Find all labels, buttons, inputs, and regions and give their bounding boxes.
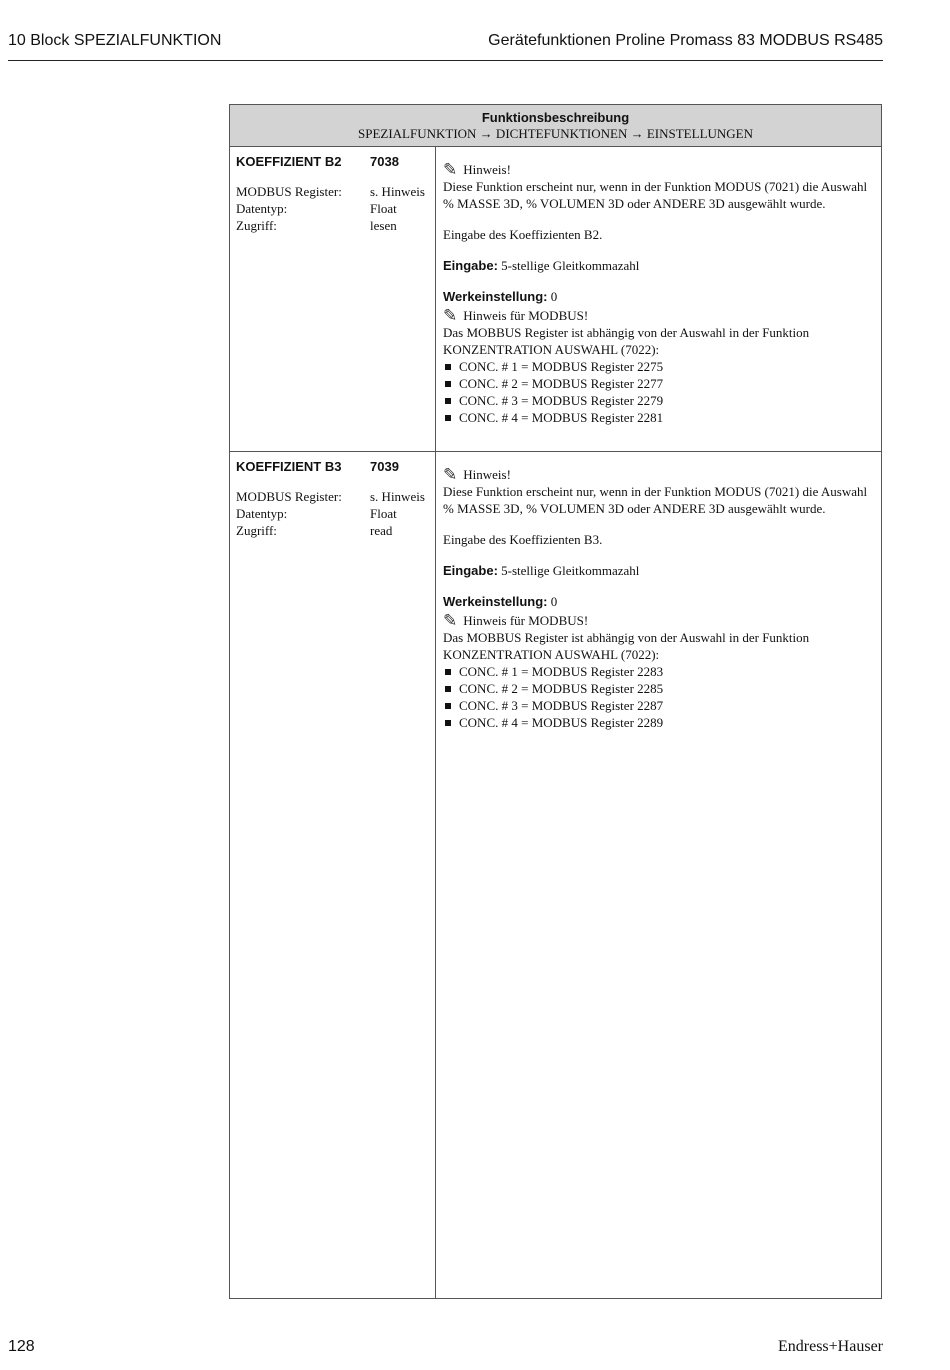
prop-key: MODBUS Register: — [236, 489, 342, 504]
function-heading — [236, 458, 429, 475]
pencil-note-icon: ✎ — [443, 465, 458, 484]
square-bullet-icon — [445, 415, 451, 421]
default-line — [443, 593, 877, 610]
register-text: CONC. # 3 = MODBUS Register 2287 — [459, 698, 664, 713]
note-label: Hinweis! — [463, 467, 511, 482]
prop-value: s. Hinweis — [370, 184, 425, 199]
note-heading — [443, 161, 877, 178]
prop-key: MODBUS Register: — [236, 184, 342, 199]
register-list — [443, 358, 877, 426]
prop-access — [236, 522, 429, 539]
prop-access — [236, 217, 429, 234]
note-text: Diese Funktion erscheint nur, wenn in der Funktion MODUS (7021) die Auswahl % MASSE 3D, % VOLUMEN 3D oder ANDERE 3D ausgewählt wurde. — [443, 484, 868, 516]
page-header — [8, 30, 883, 61]
input-label: Eingabe: — [443, 563, 498, 578]
register-text: CONC. # 4 = MODBUS Register 2281 — [459, 410, 664, 425]
input-value: 5-stellige Gleitkommazahl — [501, 563, 640, 578]
pencil-note-icon: ✎ — [443, 611, 458, 630]
document-title: Gerätefunktionen Proline Promass 83 MODBUS RS485 — [488, 32, 883, 49]
prop-value: s. Hinweis — [370, 489, 425, 504]
default-value: 0 — [550, 289, 558, 304]
square-bullet-icon — [445, 669, 451, 675]
prop-key: Datentyp: — [236, 506, 288, 521]
register-text: CONC. # 2 = MODBUS Register 2285 — [459, 681, 664, 696]
default-label: Werkeinstellung: — [443, 594, 548, 609]
prop-modbus-register — [236, 183, 429, 200]
square-bullet-icon — [445, 364, 451, 370]
register-text: CONC. # 1 = MODBUS Register 2275 — [459, 359, 664, 374]
prop-modbus-register — [236, 488, 429, 505]
register-text: CONC. # 1 = MODBUS Register 2283 — [459, 664, 664, 679]
modbus-note-text: Das MOBBUS Register ist abhängig von der Auswahl in der Funktion KONZENTRATION AUSWAHL (7022): — [443, 630, 810, 662]
chapter-title: 10 Block SPEZIALFUNKTION — [8, 32, 222, 49]
input-line — [443, 562, 877, 579]
register-text: CONC. # 4 = MODBUS Register 2289 — [459, 715, 664, 730]
brand-logo: Endress+Hauser — [778, 1338, 883, 1355]
modbus-note-heading — [443, 612, 877, 629]
input-label: Eingabe: — [443, 258, 498, 273]
modbus-note-label: Hinweis für MODBUS! — [463, 308, 589, 323]
function-description — [436, 452, 881, 1299]
prop-datatype — [236, 200, 429, 217]
prop-datatype — [236, 505, 429, 522]
list-item — [443, 680, 877, 697]
menu-path: SPEZIALFUNKTION → DICHTEFUNKTIONEN → EINSTELLUNGEN — [357, 126, 753, 141]
default-label: Werkeinstellung: — [443, 289, 548, 304]
function-description — [436, 147, 881, 451]
function-row-b2 — [230, 147, 881, 452]
modbus-note-text: Das MOBBUS Register ist abhängig von der Auswahl in der Funktion KONZENTRATION AUSWAHL (7022): — [443, 325, 810, 357]
prop-key: Zugriff: — [236, 218, 277, 233]
page-number: 128 — [8, 1338, 35, 1355]
list-item — [443, 409, 877, 426]
function-name: KOEFFIZIENT B3 — [236, 459, 342, 474]
note-label: Hinweis! — [463, 162, 511, 177]
square-bullet-icon — [445, 398, 451, 404]
list-item — [443, 714, 877, 731]
table-title: Funktionsbeschreibung — [481, 110, 630, 125]
list-item — [443, 697, 877, 714]
function-meta — [230, 452, 436, 1299]
prop-key: Zugriff: — [236, 523, 277, 538]
square-bullet-icon — [445, 703, 451, 709]
function-row-b3 — [230, 452, 881, 1299]
prop-value: lesen — [370, 218, 397, 233]
list-item — [443, 375, 877, 392]
input-line — [443, 257, 877, 274]
description-text: Eingabe des Koeffizienten B3. — [443, 532, 603, 547]
function-meta — [230, 147, 436, 451]
modbus-note-label: Hinweis für MODBUS! — [463, 613, 589, 628]
function-code: 7039 — [370, 459, 399, 474]
list-item — [443, 358, 877, 375]
prop-value: read — [370, 523, 393, 538]
input-value: 5-stellige Gleitkommazahl — [501, 258, 640, 273]
default-line — [443, 288, 877, 305]
note-text: Diese Funktion erscheint nur, wenn in der Funktion MODUS (7021) die Auswahl % MASSE 3D, % VOLUMEN 3D oder ANDERE 3D ausgewählt wurde. — [443, 179, 868, 211]
prop-value: Float — [370, 506, 397, 521]
square-bullet-icon — [445, 686, 451, 692]
default-value: 0 — [550, 594, 558, 609]
register-text: CONC. # 3 = MODBUS Register 2279 — [459, 393, 664, 408]
note-heading — [443, 466, 877, 483]
register-list — [443, 663, 877, 731]
list-item — [443, 663, 877, 680]
pencil-note-icon: ✎ — [443, 160, 458, 179]
modbus-note-heading — [443, 307, 877, 324]
prop-value: Float — [370, 201, 397, 216]
function-code: 7038 — [370, 154, 399, 169]
table-header — [230, 105, 881, 147]
square-bullet-icon — [445, 381, 451, 387]
function-heading — [236, 153, 429, 170]
list-item — [443, 392, 877, 409]
function-table — [229, 104, 882, 1299]
function-name: KOEFFIZIENT B2 — [236, 154, 342, 169]
description-text: Eingabe des Koeffizienten B2. — [443, 227, 603, 242]
square-bullet-icon — [445, 720, 451, 726]
prop-key: Datentyp: — [236, 201, 288, 216]
pencil-note-icon: ✎ — [443, 306, 458, 325]
register-text: CONC. # 2 = MODBUS Register 2277 — [459, 376, 664, 391]
